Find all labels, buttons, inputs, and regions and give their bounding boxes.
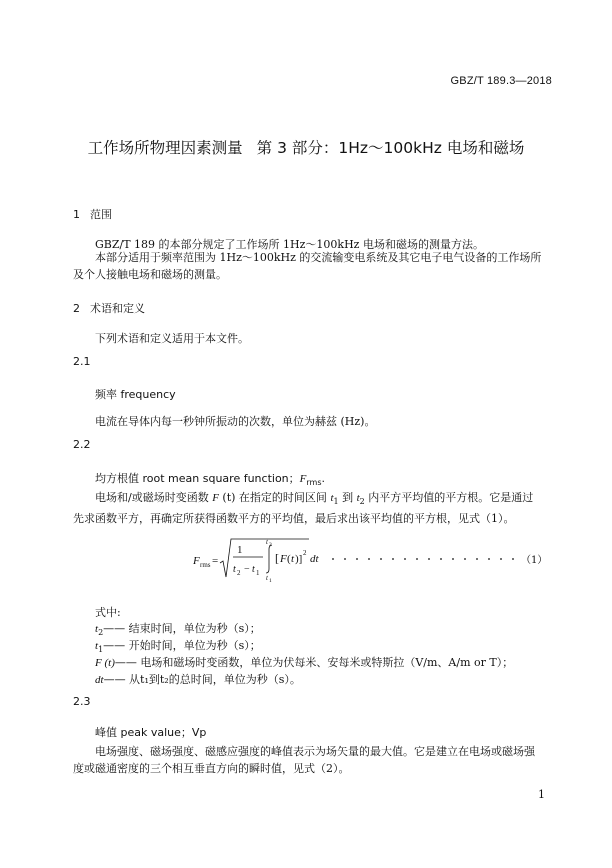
svg-text:t: t [233, 564, 236, 575]
term-2-2-title: 均方根值 root mean square function；$F_{rms}$. [95, 472, 325, 488]
term-2-2-number: 2.2 [73, 438, 91, 451]
svg-text:2: 2 [269, 542, 272, 548]
svg-text:)]: )] [295, 553, 303, 565]
standard-code: GBZ/T 189.3—2018 [450, 75, 552, 87]
term-2-1-definition: 电流在导体内每一秒钟所振动的次数，单位为赫兹 (Hz)。 [95, 415, 376, 428]
symbol-row-ft: F (t)—— 电场和磁场时变函数，单位为伏每米、安每米或特斯拉（V/m、A/m or T）； [95, 656, 514, 669]
rms-formula-graphic [193, 537, 553, 583]
term-2-1-number: 2.1 [73, 355, 91, 368]
term-2-2-definition: 电场和/或磁场时变函数 F (t) 在指定的时间区间 $t_1$ 到 $t_2$ 内平方平均值的平方根。它是通过先求函数平方，再确定所获得函数平方的平均值，最后求出该平均值的平方根，见式（1）。 [73, 491, 534, 526]
svg-text:[: [ [275, 551, 279, 565]
where-label: 式中: [95, 606, 121, 619]
svg-text:(: ( [287, 553, 291, 565]
section-1-para-2: 本部分适用于频率范围为 1Hz～100kHz 的交流输变电系统及其它电子电气设备的工作场所及个人接触电场和磁场的测量。 [73, 251, 542, 281]
svg-text:1: 1 [269, 578, 272, 583]
term-2-1-title: 频率 frequency [95, 388, 176, 401]
section-2-heading: 2 术语和定义 [73, 302, 145, 315]
svg-text:2: 2 [303, 549, 307, 557]
symbol-row-dt: dt—— 从t₁到t₂的总时间，单位为秒（s）。 [95, 673, 301, 686]
svg-text:−: − [244, 564, 250, 575]
svg-text:t: t [266, 538, 268, 546]
svg-text:=: = [212, 555, 219, 567]
formula-1-number: （1） [521, 555, 548, 566]
svg-text:F: F [280, 553, 287, 565]
term-2-3-title: 峰值 peak value；Vp [95, 726, 207, 739]
title-part2: 第 3 部分：1Hz～100kHz 电场和磁场 [256, 139, 525, 157]
svg-text:dt: dt [310, 553, 319, 565]
svg-text:t: t [291, 553, 295, 565]
svg-text:1: 1 [256, 569, 260, 577]
svg-text:t: t [266, 574, 268, 582]
formula-1 [193, 537, 553, 583]
svg-text:F: F [193, 555, 200, 567]
title-part1: 工作场所物理因素测量 [87, 139, 243, 157]
svg-text:1: 1 [237, 544, 243, 556]
svg-text:rms: rms [200, 561, 211, 569]
section-1-heading: 1 范围 [73, 208, 112, 221]
svg-text:t: t [252, 564, 255, 575]
symbol-row-t1: $t_1——$ 开始时间，单位为秒（s）； [95, 639, 261, 655]
formula-leader-dots [332, 558, 514, 560]
document-title [0, 136, 612, 158]
page-number: 1 [538, 788, 545, 801]
svg-text:2: 2 [237, 569, 241, 577]
term-2-3-definition: 电场强度、磁场强度、磁感应强度的峰值表示为场矢量的最大值。它是建立在电场或磁场强度或磁通密度的三个相互垂直方向的瞬时值，见式（2）。 [73, 745, 535, 775]
term-2-3-number: 2.3 [73, 695, 91, 708]
section-2-intro: 下列术语和定义适用于本文件。 [95, 332, 249, 345]
section-1-para-1: GBZ/T 189 的本部分规定了工作场所 1Hz～100kHz 电场和磁场的测量方法。 [95, 238, 484, 251]
symbol-row-t2: $t_2——$ 结束时间，单位为秒（s）； [95, 622, 261, 638]
